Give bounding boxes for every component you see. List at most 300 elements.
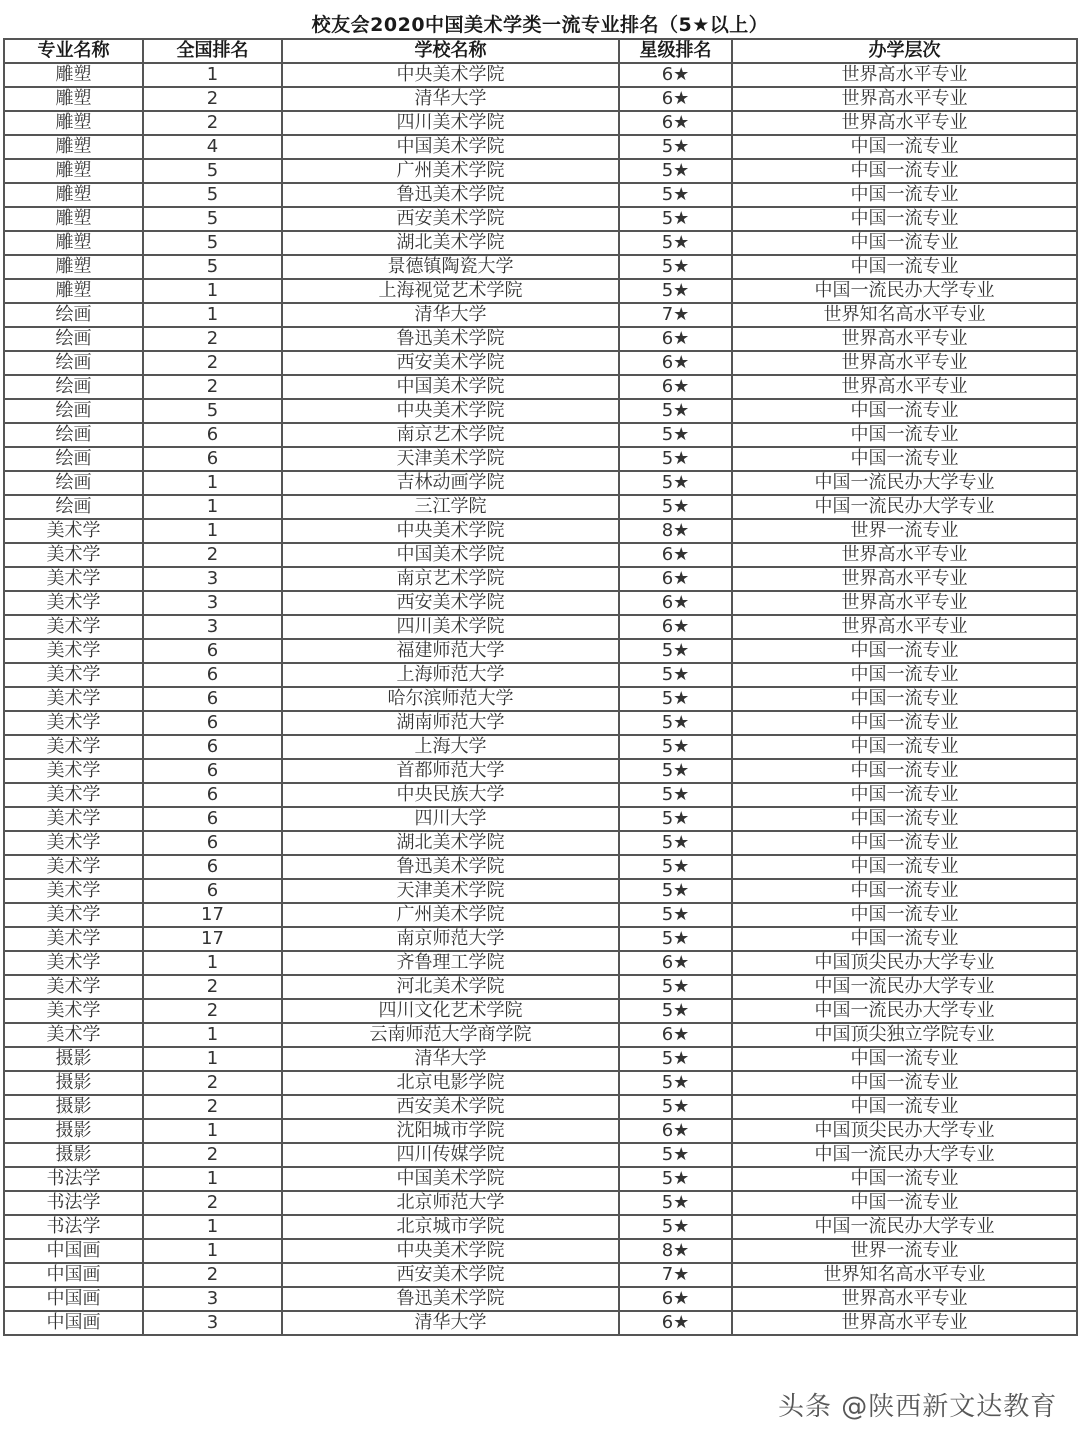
cell-star-rank: 6★ (619, 87, 732, 111)
cell-level: 中国一流民办大学专业 (732, 975, 1077, 999)
cell-school-name: 河北美术学院 (282, 975, 619, 999)
cell-school-name: 湖南师范大学 (282, 711, 619, 735)
cell-national-rank: 6 (143, 447, 282, 471)
cell-national-rank: 2 (143, 327, 282, 351)
table-row (4, 1215, 1077, 1239)
cell-school-name: 广州美术学院 (282, 903, 619, 927)
watermark: 头条 @陕西新文达教育 (778, 1392, 1058, 1422)
cell-level: 中国一流专业 (732, 207, 1077, 231)
cell-star-rank: 6★ (619, 63, 732, 87)
cell-level: 世界高水平专业 (732, 327, 1077, 351)
cell-major: 美术学 (4, 687, 143, 711)
cell-star-rank: 5★ (619, 663, 732, 687)
cell-star-rank: 5★ (619, 855, 732, 879)
cell-national-rank: 1 (143, 495, 282, 519)
cell-star-rank: 5★ (619, 423, 732, 447)
cell-level: 中国一流专业 (732, 663, 1077, 687)
table-row (4, 351, 1077, 375)
cell-school-name: 南京艺术学院 (282, 423, 619, 447)
cell-star-rank: 6★ (619, 1023, 732, 1047)
cell-major: 绘画 (4, 495, 143, 519)
cell-level: 中国一流专业 (732, 1191, 1077, 1215)
cell-school-name: 清华大学 (282, 1311, 619, 1335)
cell-star-rank: 5★ (619, 1095, 732, 1119)
cell-star-rank: 6★ (619, 327, 732, 351)
cell-school-name: 北京师范大学 (282, 1191, 619, 1215)
table-row (4, 255, 1077, 279)
cell-school-name: 云南师范大学商学院 (282, 1023, 619, 1047)
table-row (4, 567, 1077, 591)
cell-school-name: 首都师范大学 (282, 759, 619, 783)
cell-level: 中国一流专业 (732, 1095, 1077, 1119)
cell-major: 雕塑 (4, 135, 143, 159)
table-row (4, 783, 1077, 807)
cell-major: 绘画 (4, 351, 143, 375)
table-row (4, 375, 1077, 399)
cell-level: 中国一流民办大学专业 (732, 999, 1077, 1023)
cell-level: 世界高水平专业 (732, 591, 1077, 615)
cell-school-name: 北京城市学院 (282, 1215, 619, 1239)
cell-national-rank: 1 (143, 1215, 282, 1239)
cell-star-rank: 5★ (619, 711, 732, 735)
table-row (4, 735, 1077, 759)
cell-major: 摄影 (4, 1119, 143, 1143)
cell-major: 美术学 (4, 831, 143, 855)
table-row (4, 447, 1077, 471)
cell-school-name: 鲁迅美术学院 (282, 183, 619, 207)
cell-school-name: 中央美术学院 (282, 519, 619, 543)
cell-major: 摄影 (4, 1143, 143, 1167)
cell-national-rank: 2 (143, 375, 282, 399)
cell-level: 世界高水平专业 (732, 111, 1077, 135)
cell-star-rank: 5★ (619, 831, 732, 855)
table-row (4, 399, 1077, 423)
cell-school-name: 鲁迅美术学院 (282, 855, 619, 879)
cell-national-rank: 6 (143, 807, 282, 831)
cell-major: 雕塑 (4, 87, 143, 111)
cell-star-rank: 5★ (619, 183, 732, 207)
table-row (4, 279, 1077, 303)
cell-level: 世界知名高水平专业 (732, 1263, 1077, 1287)
cell-level: 中国一流专业 (732, 783, 1077, 807)
cell-major: 美术学 (4, 759, 143, 783)
table-row (4, 639, 1077, 663)
cell-star-rank: 5★ (619, 207, 732, 231)
cell-major: 雕塑 (4, 111, 143, 135)
cell-school-name: 北京电影学院 (282, 1071, 619, 1095)
cell-star-rank: 5★ (619, 1167, 732, 1191)
cell-national-rank: 6 (143, 759, 282, 783)
cell-school-name: 三江学院 (282, 495, 619, 519)
table-row (4, 231, 1077, 255)
cell-school-name: 上海师范大学 (282, 663, 619, 687)
cell-major: 美术学 (4, 735, 143, 759)
header-major: 专业名称 (4, 39, 143, 63)
cell-school-name: 湖北美术学院 (282, 231, 619, 255)
cell-major: 中国画 (4, 1239, 143, 1263)
cell-star-rank: 5★ (619, 903, 732, 927)
cell-major: 美术学 (4, 783, 143, 807)
header-national-rank: 全国排名 (143, 39, 282, 63)
cell-school-name: 广州美术学院 (282, 159, 619, 183)
cell-level: 世界高水平专业 (732, 375, 1077, 399)
cell-major: 雕塑 (4, 231, 143, 255)
cell-star-rank: 5★ (619, 231, 732, 255)
cell-major: 摄影 (4, 1071, 143, 1095)
cell-level: 中国顶尖独立学院专业 (732, 1023, 1077, 1047)
cell-star-rank: 5★ (619, 159, 732, 183)
cell-national-rank: 6 (143, 879, 282, 903)
cell-level: 中国一流专业 (732, 903, 1077, 927)
cell-level: 中国一流专业 (732, 927, 1077, 951)
cell-major: 书法学 (4, 1191, 143, 1215)
cell-level: 中国一流专业 (732, 1071, 1077, 1095)
cell-major: 美术学 (4, 663, 143, 687)
cell-major: 美术学 (4, 879, 143, 903)
cell-level: 中国一流民办大学专业 (732, 1143, 1077, 1167)
cell-major: 雕塑 (4, 63, 143, 87)
cell-major: 美术学 (4, 567, 143, 591)
cell-star-rank: 5★ (619, 783, 732, 807)
cell-national-rank: 2 (143, 87, 282, 111)
table-row (4, 831, 1077, 855)
table-row (4, 87, 1077, 111)
cell-school-name: 齐鲁理工学院 (282, 951, 619, 975)
cell-school-name: 中央美术学院 (282, 399, 619, 423)
cell-national-rank: 6 (143, 639, 282, 663)
cell-major: 美术学 (4, 543, 143, 567)
cell-school-name: 四川传媒学院 (282, 1143, 619, 1167)
table-row (4, 687, 1077, 711)
cell-school-name: 西安美术学院 (282, 351, 619, 375)
table-row (4, 1287, 1077, 1311)
cell-star-rank: 7★ (619, 1263, 732, 1287)
cell-level: 中国一流民办大学专业 (732, 495, 1077, 519)
cell-level: 世界高水平专业 (732, 1287, 1077, 1311)
cell-national-rank: 5 (143, 207, 282, 231)
cell-star-rank: 5★ (619, 1047, 732, 1071)
cell-level: 中国一流专业 (732, 1167, 1077, 1191)
table-row (4, 1143, 1077, 1167)
cell-major: 绘画 (4, 423, 143, 447)
cell-star-rank: 5★ (619, 975, 732, 999)
cell-level: 中国顶尖民办大学专业 (732, 1119, 1077, 1143)
table-row (4, 1071, 1077, 1095)
cell-school-name: 鲁迅美术学院 (282, 327, 619, 351)
cell-level: 中国一流专业 (732, 831, 1077, 855)
cell-major: 美术学 (4, 855, 143, 879)
cell-national-rank: 6 (143, 711, 282, 735)
table-row (4, 1119, 1077, 1143)
table-row (4, 1167, 1077, 1191)
cell-level: 中国一流专业 (732, 855, 1077, 879)
cell-school-name: 四川美术学院 (282, 111, 619, 135)
cell-school-name: 中央民族大学 (282, 783, 619, 807)
cell-school-name: 西安美术学院 (282, 591, 619, 615)
header-star-rank: 星级排名 (619, 39, 732, 63)
table-row (4, 951, 1077, 975)
table-row (4, 183, 1077, 207)
table-row (4, 591, 1077, 615)
cell-national-rank: 2 (143, 999, 282, 1023)
cell-star-rank: 5★ (619, 135, 732, 159)
cell-school-name: 上海视觉艺术学院 (282, 279, 619, 303)
cell-school-name: 四川美术学院 (282, 615, 619, 639)
cell-level: 中国一流专业 (732, 447, 1077, 471)
cell-level: 中国一流专业 (732, 399, 1077, 423)
table-row (4, 879, 1077, 903)
cell-national-rank: 1 (143, 1119, 282, 1143)
table-row (4, 423, 1077, 447)
cell-star-rank: 5★ (619, 279, 732, 303)
cell-national-rank: 1 (143, 63, 282, 87)
cell-level: 中国一流专业 (732, 159, 1077, 183)
table-row (4, 519, 1077, 543)
cell-school-name: 西安美术学院 (282, 207, 619, 231)
cell-school-name: 四川大学 (282, 807, 619, 831)
cell-level: 中国一流专业 (732, 1047, 1077, 1071)
cell-major: 美术学 (4, 591, 143, 615)
cell-star-rank: 5★ (619, 495, 732, 519)
cell-school-name: 四川文化艺术学院 (282, 999, 619, 1023)
cell-major: 摄影 (4, 1047, 143, 1071)
cell-national-rank: 2 (143, 1095, 282, 1119)
cell-school-name: 鲁迅美术学院 (282, 1287, 619, 1311)
table-row (4, 999, 1077, 1023)
cell-level: 中国一流专业 (732, 135, 1077, 159)
cell-star-rank: 6★ (619, 543, 732, 567)
cell-level: 中国一流民办大学专业 (732, 1215, 1077, 1239)
cell-level: 中国一流专业 (732, 879, 1077, 903)
cell-school-name: 清华大学 (282, 303, 619, 327)
table-row (4, 303, 1077, 327)
cell-national-rank: 6 (143, 735, 282, 759)
cell-national-rank: 1 (143, 1167, 282, 1191)
table-row (4, 807, 1077, 831)
table-row (4, 543, 1077, 567)
table-row (4, 1311, 1077, 1335)
cell-national-rank: 1 (143, 303, 282, 327)
cell-national-rank: 1 (143, 951, 282, 975)
cell-school-name: 南京艺术学院 (282, 567, 619, 591)
table-row (4, 135, 1077, 159)
cell-national-rank: 2 (143, 543, 282, 567)
cell-major: 美术学 (4, 807, 143, 831)
cell-star-rank: 5★ (619, 471, 732, 495)
cell-national-rank: 1 (143, 519, 282, 543)
cell-major: 美术学 (4, 975, 143, 999)
cell-major: 美术学 (4, 639, 143, 663)
cell-major: 绘画 (4, 399, 143, 423)
cell-star-rank: 6★ (619, 375, 732, 399)
cell-level: 中国一流专业 (732, 231, 1077, 255)
cell-major: 雕塑 (4, 255, 143, 279)
cell-level: 中国一流专业 (732, 807, 1077, 831)
cell-major: 雕塑 (4, 159, 143, 183)
cell-national-rank: 6 (143, 687, 282, 711)
cell-school-name: 中央美术学院 (282, 1239, 619, 1263)
cell-major: 雕塑 (4, 183, 143, 207)
cell-national-rank: 3 (143, 591, 282, 615)
cell-star-rank: 7★ (619, 303, 732, 327)
cell-national-rank: 3 (143, 1311, 282, 1335)
cell-star-rank: 5★ (619, 927, 732, 951)
cell-national-rank: 1 (143, 1239, 282, 1263)
cell-star-rank: 5★ (619, 255, 732, 279)
cell-level: 世界高水平专业 (732, 87, 1077, 111)
table-row (4, 207, 1077, 231)
cell-national-rank: 3 (143, 1287, 282, 1311)
cell-major: 绘画 (4, 375, 143, 399)
cell-level: 世界高水平专业 (732, 63, 1077, 87)
cell-level: 中国顶尖民办大学专业 (732, 951, 1077, 975)
cell-level: 中国一流专业 (732, 687, 1077, 711)
cell-star-rank: 5★ (619, 1143, 732, 1167)
table-row (4, 111, 1077, 135)
cell-star-rank: 6★ (619, 567, 732, 591)
cell-level: 世界一流专业 (732, 1239, 1077, 1263)
cell-level: 中国一流专业 (732, 711, 1077, 735)
ranking-table (3, 38, 1078, 1336)
cell-school-name: 中央美术学院 (282, 63, 619, 87)
cell-star-rank: 5★ (619, 1215, 732, 1239)
cell-major: 美术学 (4, 951, 143, 975)
cell-star-rank: 6★ (619, 1311, 732, 1335)
cell-school-name: 天津美术学院 (282, 447, 619, 471)
cell-national-rank: 2 (143, 1191, 282, 1215)
cell-major: 美术学 (4, 1023, 143, 1047)
cell-star-rank: 6★ (619, 1287, 732, 1311)
cell-star-rank: 6★ (619, 615, 732, 639)
cell-star-rank: 8★ (619, 1239, 732, 1263)
cell-major: 摄影 (4, 1095, 143, 1119)
cell-star-rank: 5★ (619, 879, 732, 903)
cell-star-rank: 6★ (619, 591, 732, 615)
table-row (4, 1095, 1077, 1119)
cell-major: 美术学 (4, 927, 143, 951)
cell-national-rank: 5 (143, 399, 282, 423)
cell-national-rank: 17 (143, 927, 282, 951)
cell-national-rank: 2 (143, 1263, 282, 1287)
cell-level: 世界高水平专业 (732, 567, 1077, 591)
cell-national-rank: 3 (143, 615, 282, 639)
cell-school-name: 上海大学 (282, 735, 619, 759)
cell-major: 绘画 (4, 447, 143, 471)
cell-school-name: 湖北美术学院 (282, 831, 619, 855)
table-row (4, 1239, 1077, 1263)
cell-school-name: 南京师范大学 (282, 927, 619, 951)
page-title: 校友会2020中国美术学类一流专业排名（5★以上） (311, 14, 769, 36)
cell-major: 绘画 (4, 303, 143, 327)
cell-school-name: 西安美术学院 (282, 1095, 619, 1119)
cell-school-name: 吉林动画学院 (282, 471, 619, 495)
cell-school-name: 中国美术学院 (282, 1167, 619, 1191)
cell-national-rank: 6 (143, 663, 282, 687)
cell-national-rank: 6 (143, 423, 282, 447)
cell-school-name: 沈阳城市学院 (282, 1119, 619, 1143)
cell-national-rank: 3 (143, 567, 282, 591)
cell-school-name: 中国美术学院 (282, 135, 619, 159)
cell-level: 世界高水平专业 (732, 543, 1077, 567)
cell-national-rank: 2 (143, 975, 282, 999)
cell-star-rank: 5★ (619, 999, 732, 1023)
cell-national-rank: 1 (143, 1023, 282, 1047)
cell-level: 世界高水平专业 (732, 351, 1077, 375)
table-row (4, 159, 1077, 183)
table-row (4, 495, 1077, 519)
table-row (4, 1263, 1077, 1287)
cell-national-rank: 1 (143, 471, 282, 495)
cell-star-rank: 5★ (619, 807, 732, 831)
cell-star-rank: 5★ (619, 687, 732, 711)
cell-level: 世界高水平专业 (732, 1311, 1077, 1335)
table-row (4, 711, 1077, 735)
table-row (4, 759, 1077, 783)
cell-school-name: 景德镇陶瓷大学 (282, 255, 619, 279)
cell-major: 雕塑 (4, 207, 143, 231)
cell-school-name: 中国美术学院 (282, 543, 619, 567)
cell-star-rank: 5★ (619, 1071, 732, 1095)
cell-major: 美术学 (4, 999, 143, 1023)
cell-major: 美术学 (4, 903, 143, 927)
cell-national-rank: 4 (143, 135, 282, 159)
cell-national-rank: 17 (143, 903, 282, 927)
cell-level: 中国一流民办大学专业 (732, 471, 1077, 495)
cell-national-rank: 2 (143, 351, 282, 375)
cell-major: 美术学 (4, 615, 143, 639)
cell-star-rank: 5★ (619, 735, 732, 759)
cell-level: 中国一流民办大学专业 (732, 279, 1077, 303)
cell-level: 中国一流专业 (732, 735, 1077, 759)
table-row (4, 1023, 1077, 1047)
cell-national-rank: 6 (143, 855, 282, 879)
cell-star-rank: 5★ (619, 399, 732, 423)
cell-level: 中国一流专业 (732, 255, 1077, 279)
cell-star-rank: 6★ (619, 111, 732, 135)
cell-level: 世界一流专业 (732, 519, 1077, 543)
table-row (4, 615, 1077, 639)
cell-national-rank: 5 (143, 255, 282, 279)
cell-level: 世界高水平专业 (732, 615, 1077, 639)
cell-school-name: 哈尔滨师范大学 (282, 687, 619, 711)
cell-school-name: 清华大学 (282, 1047, 619, 1071)
cell-national-rank: 5 (143, 159, 282, 183)
table-header-row (4, 39, 1077, 63)
cell-national-rank: 2 (143, 111, 282, 135)
table-row (4, 1191, 1077, 1215)
cell-school-name: 福建师范大学 (282, 639, 619, 663)
cell-major: 绘画 (4, 471, 143, 495)
cell-national-rank: 2 (143, 1143, 282, 1167)
table-row (4, 663, 1077, 687)
cell-national-rank: 1 (143, 279, 282, 303)
cell-star-rank: 5★ (619, 447, 732, 471)
cell-national-rank: 6 (143, 783, 282, 807)
cell-star-rank: 5★ (619, 639, 732, 663)
cell-star-rank: 8★ (619, 519, 732, 543)
table-row (4, 1047, 1077, 1071)
cell-major: 书法学 (4, 1167, 143, 1191)
cell-major: 中国画 (4, 1287, 143, 1311)
cell-level: 中国一流专业 (732, 639, 1077, 663)
table-body (4, 63, 1077, 1335)
cell-star-rank: 5★ (619, 759, 732, 783)
cell-level: 世界知名高水平专业 (732, 303, 1077, 327)
cell-major: 中国画 (4, 1311, 143, 1335)
cell-national-rank: 6 (143, 831, 282, 855)
cell-level: 中国一流专业 (732, 423, 1077, 447)
table-row (4, 927, 1077, 951)
